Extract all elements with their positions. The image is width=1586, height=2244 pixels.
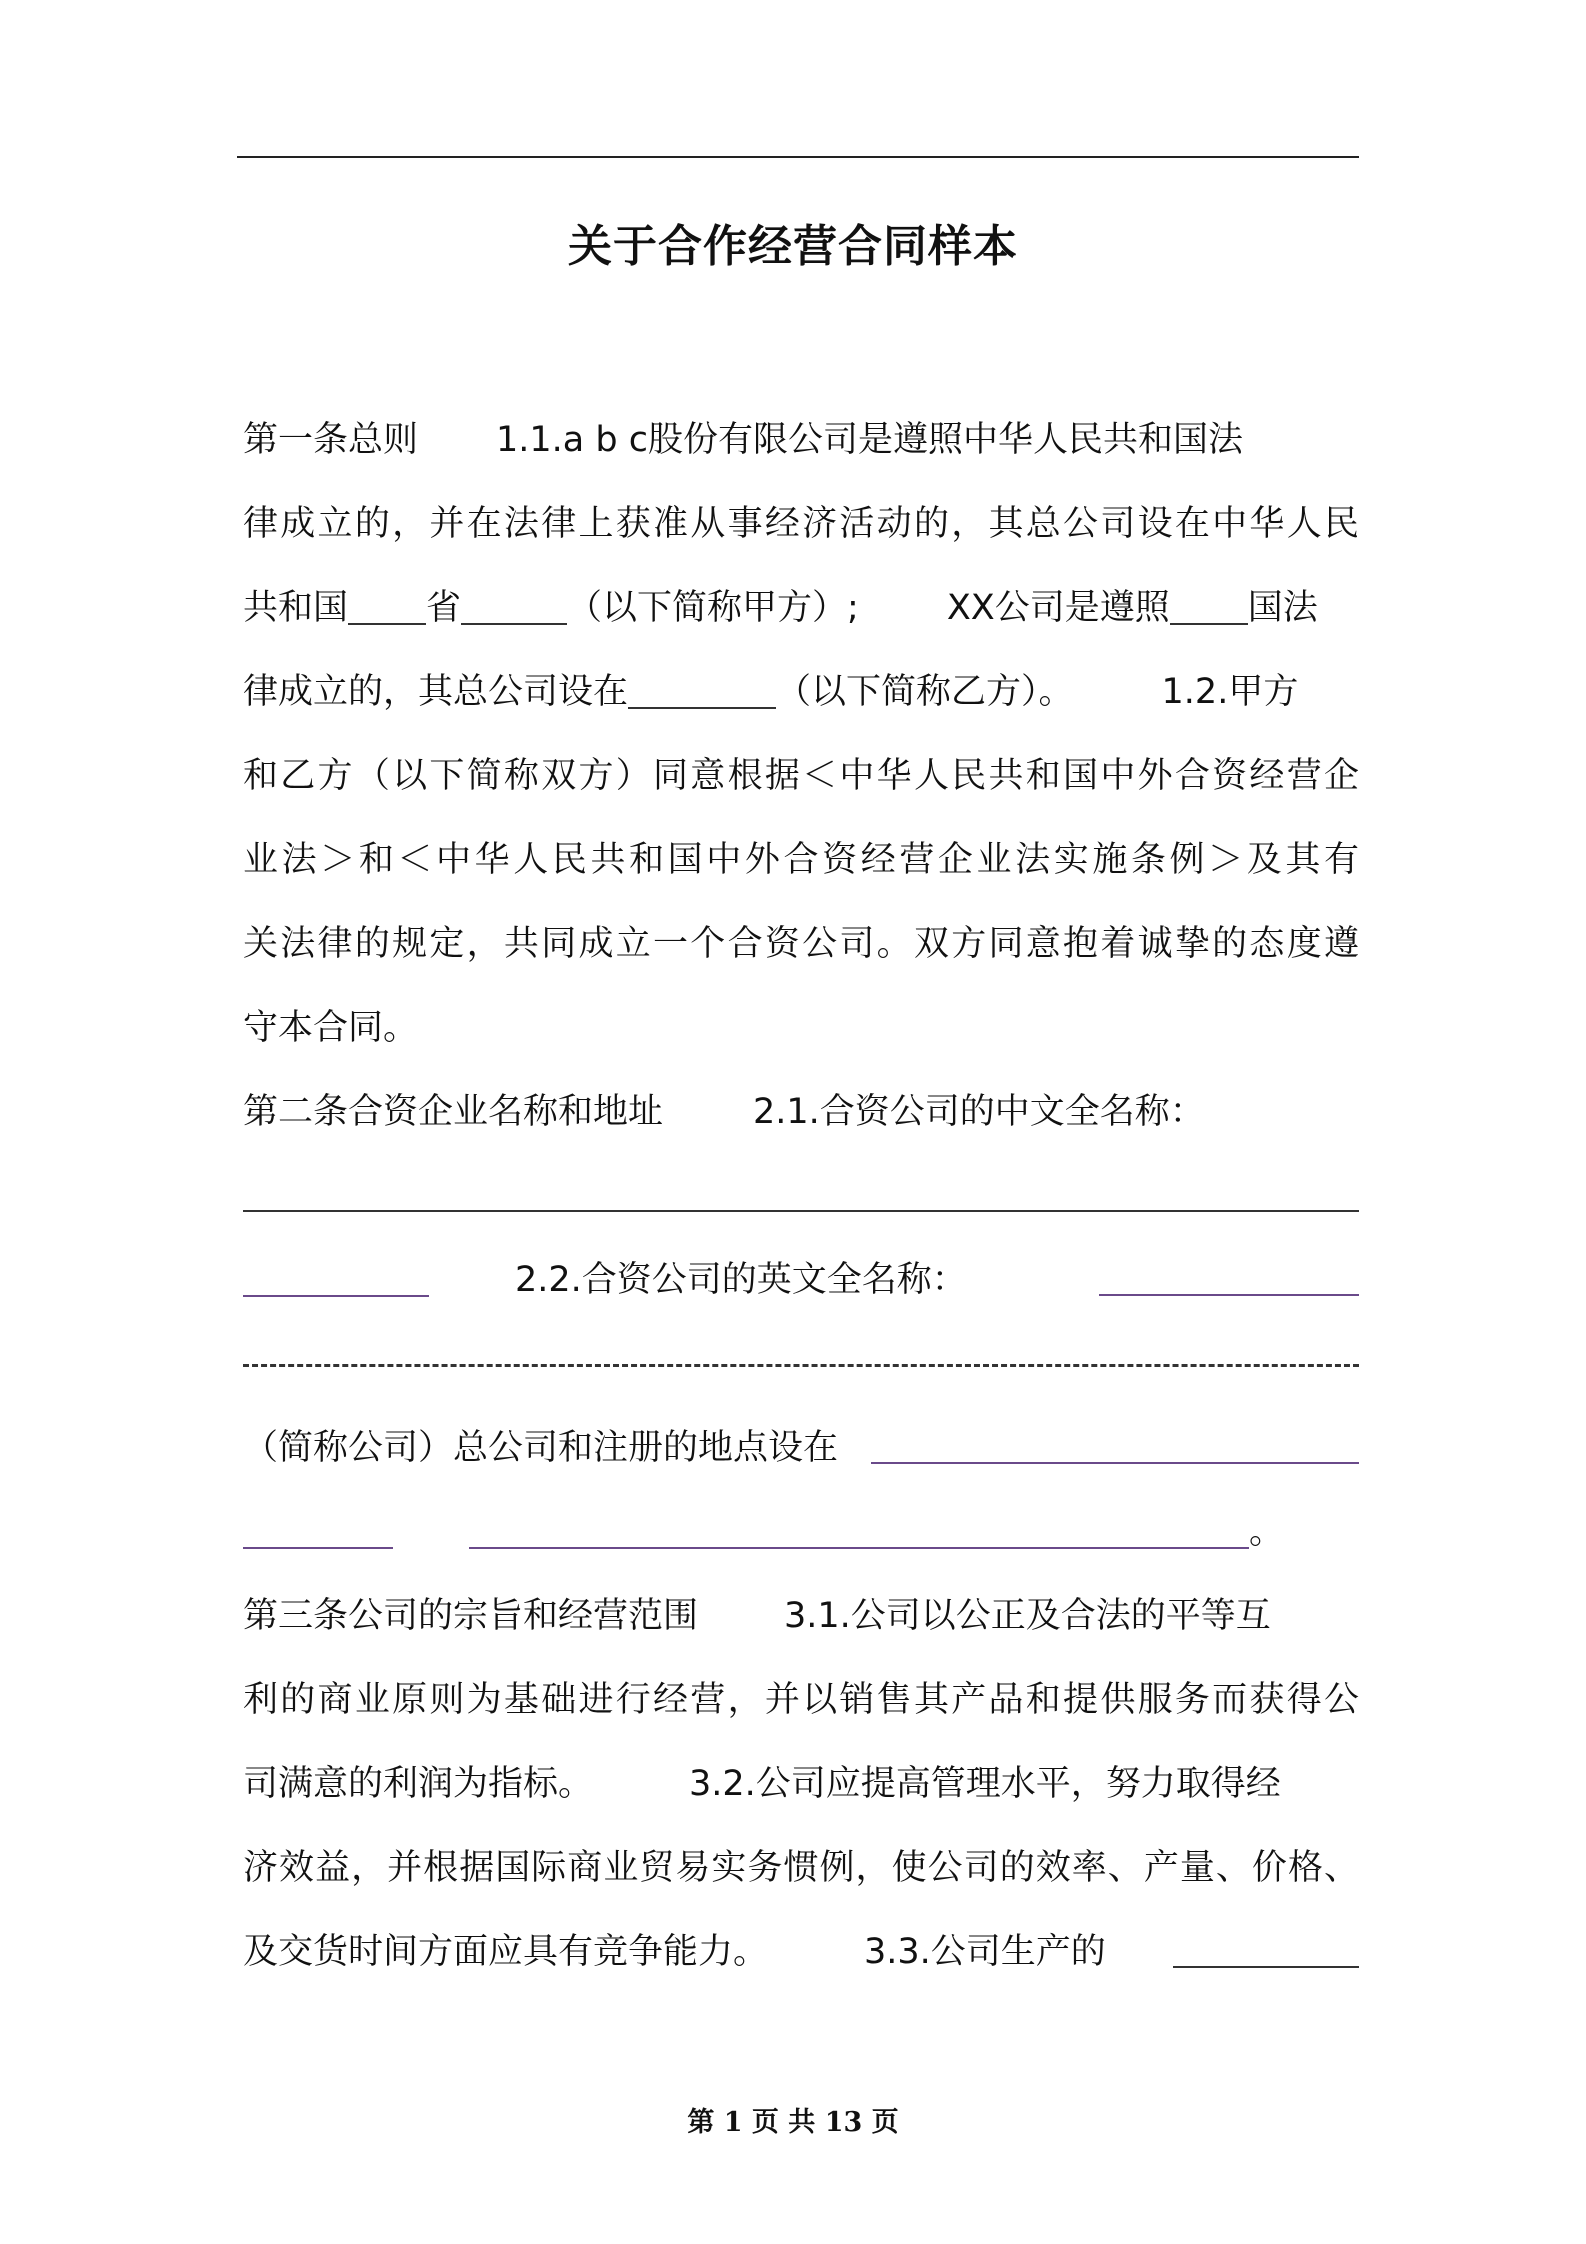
article3-clause-3-3: 3.3.公司生产的 [864, 1932, 1106, 1972]
article1-clause-1-2: 1.2.甲方 [1161, 672, 1299, 712]
article3-clause-3-2: 3.2.公司应提高管理水平，努力取得经 [689, 1764, 1281, 1804]
article2-line3 [243, 1238, 1359, 1322]
article2-clause-2-1: 2.1.合资公司的中文全名称： [753, 1092, 1205, 1132]
article2-line1 [243, 1070, 1359, 1154]
document-body [243, 398, 1359, 1994]
blank-party-b-location[interactable] [628, 673, 776, 709]
page-number: 第 1 页 共 13 页 [687, 2107, 899, 2138]
article1-line3: 共和国 省 （以下简称甲方）; XX公司是遵照 国法 [243, 588, 1318, 628]
article2-line6: 。 [243, 1490, 1359, 1574]
article1-heading: 第一条总则 [243, 420, 419, 460]
blank-chinese-name-end[interactable] [243, 1261, 429, 1297]
article3-line4: 济效益，并根据国际商业贸易实务惯例，使公司的效率、产量、价格、 [243, 1848, 1359, 1888]
article1-line7: 关法律的规定，共同成立一个合资公司。双方同意抱着诚挚的态度遵 [243, 924, 1359, 964]
blank-province[interactable] [348, 589, 426, 625]
blank-chinese-name [243, 1210, 1359, 1212]
article3-line3: 司满意的利润为指标。 3.2.公司应提高管理水平，努力取得经 [243, 1764, 1281, 1804]
blank-city[interactable] [461, 589, 567, 625]
article1-line6: 业法＞和＜中华人民共和国中外合资经营企业法实施条例＞及其有 [243, 840, 1359, 880]
article1-line8: 守本合同。 [243, 1008, 419, 1048]
article1-line1 [243, 398, 1359, 482]
article1-line5: 和乙方（以下简称双方）同意根据＜中华人民共和国中外合资经营企 [243, 756, 1359, 796]
blank-address-cont-1[interactable] [243, 1513, 393, 1549]
article1-line2: 律成立的，并在法律上获准从事经济活动的，其总公司设在中华人民 [243, 504, 1359, 544]
blank-english-name[interactable] [1099, 1260, 1359, 1296]
article3-line5: 及交货时间方面应具有竞争能力。 3.3.公司生产的 [243, 1910, 1359, 1994]
blank-english-name-line[interactable] [243, 1322, 1359, 1406]
blank-address-cont-2[interactable] [469, 1513, 1249, 1549]
header-rule [237, 156, 1359, 158]
article3-heading: 第三条公司的宗旨和经营范围 [243, 1596, 699, 1636]
article2-line5: （简称公司）总公司和注册的地点设在 [243, 1406, 1359, 1490]
document-title: 关于合作经营合同样本 [568, 221, 1018, 272]
blank-registered-address[interactable] [871, 1428, 1359, 1464]
article1-clause-1-1: 1.1.a b c股份有限公司是遵照中华人民共和国法 [496, 420, 1243, 460]
article3-line2: 利的商业原则为基础进行经营，并以销售其产品和提供服务而获得公 [243, 1680, 1359, 1720]
blank-english-name-dashed [243, 1364, 1359, 1367]
article2-heading: 第二条合资企业名称和地址 [243, 1092, 664, 1132]
blank-country[interactable] [1170, 589, 1248, 625]
article1-line4: 律成立的，其总公司设在 （以下简称乙方）。 1.2.甲方 [243, 672, 1299, 712]
blank-product[interactable] [1173, 1932, 1359, 1968]
article2-clause-2-2: 2.2.合资公司的英文全名称： [515, 1260, 967, 1300]
article3-line1 [243, 1574, 1359, 1658]
article3-clause-3-1: 3.1.公司以公正及合法的平等互 [784, 1596, 1271, 1636]
blank-chinese-name-line[interactable] [243, 1154, 1359, 1238]
